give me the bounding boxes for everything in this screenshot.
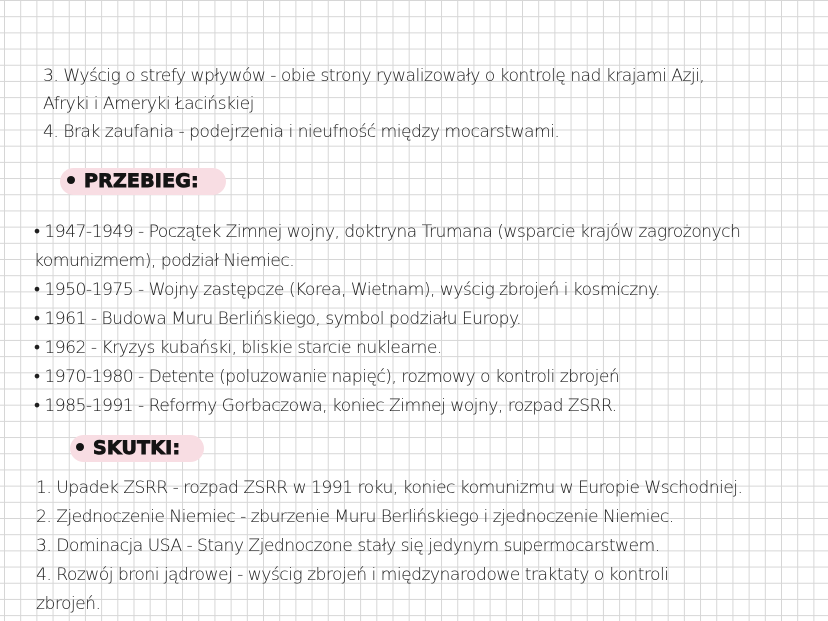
przebieg-heading [67,168,199,195]
skutki-heading [76,435,180,462]
cause-item-4: 4. Brak zaufania - podejrzenia i nieufność między mocarstwami. [43,122,560,142]
timeline-item: • 1961 - Budowa Muru Berlińskiego, symbol podziału Europy. [34,309,522,329]
timeline-item: • 1962 - Kryzys kubański, bliskie starcie nuklearne. [34,338,442,358]
timeline-item: • 1970-1980 - Detente (poluzowanie napięć), rozmowy o kontroli zbrojeń [34,367,620,387]
effect-item-1: 1. Upadek ZSRR - rozpad ZSRR w 1991 roku, koniec komunizmu w Europie Wschodniej. [36,478,743,498]
cause-item-3-continued: Afryki i Ameryki Łacińskiej [43,94,254,114]
effect-item-4: 4. Rozwój broni jądrowej - wyścig zbrojeń i międzynarodowe traktaty o kontroli [36,565,669,585]
timeline-item: • 1985-1991 - Reformy Gorbaczowa, koniec Zimnej wojny, rozpad ZSRR. [34,396,617,416]
timeline-item: • 1950-1975 - Wojny zastępcze (Korea, Wietnam), wyścig zbrojeń i kosmiczny. [34,280,661,300]
bullet-icon [76,443,84,451]
cause-item-3: 3. Wyścig o strefy wpływów - obie strony rywalizowały o kontrolę nad krajami Azji, [43,66,705,86]
bullet-icon [67,176,75,184]
skutki-heading-text: SKUTKI: [93,437,181,459]
timeline-item: • 1947-1949 - Początek Zimnej wojny, doktryna Trumana (wsparcie krajów zagrożonych [34,222,741,242]
effect-item-2: 2. Zjednoczenie Niemiec - zburzenie Muru Berlińskiego i zjednoczenie Niemiec. [36,507,674,527]
timeline-item-continued: komunizmem), podział Niemiec. [34,251,295,271]
effect-item-3: 3. Dominacja USA - Stany Zjednoczone stały się jedynym supermocarstwem. [36,536,660,556]
effect-item-4-continued: zbrojeń. [36,594,101,614]
przebieg-heading-text: PRZEBIEG: [84,170,199,192]
